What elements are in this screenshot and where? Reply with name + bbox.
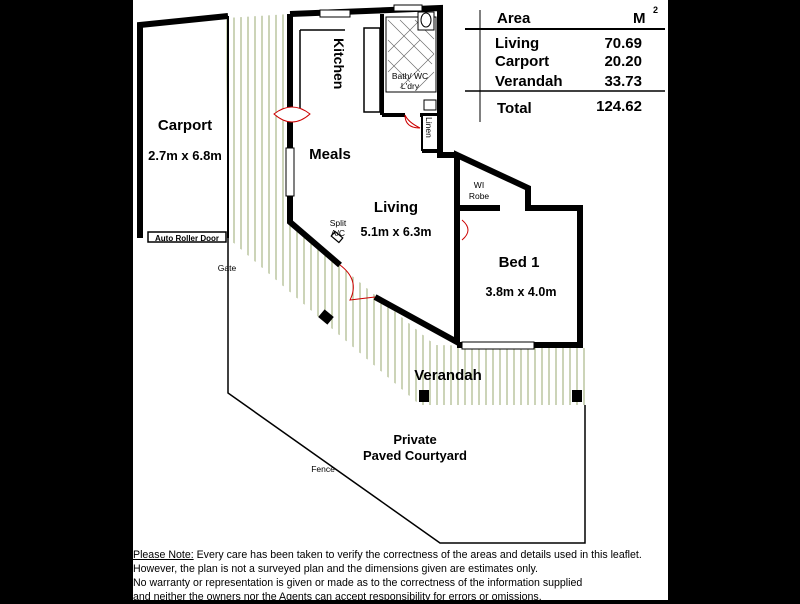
note-line-3: No warranty or representation is given or made as to the correctness of the information supplied bbox=[133, 577, 583, 589]
area-table-header: Area bbox=[497, 10, 531, 27]
fence-label: Fence bbox=[311, 464, 335, 474]
bath-label: Bath/ WC bbox=[391, 71, 429, 81]
note-line-1-text: Every care has been taken to verify the correctness of the areas and details used in this leaflet. bbox=[193, 549, 642, 561]
split-ac-label-2: A/C bbox=[330, 228, 346, 238]
bed1-label: Bed 1 bbox=[498, 254, 540, 271]
area-table-unit-sup: 2 bbox=[653, 5, 659, 15]
area-row-verandah-label: Verandah bbox=[495, 73, 563, 90]
area-row-verandah-value: 33.73 bbox=[604, 73, 642, 90]
laundry-label: L'dry bbox=[400, 81, 420, 91]
note-heading: Please Note: bbox=[133, 549, 194, 561]
living-label: Living bbox=[373, 199, 419, 216]
note-line-1 bbox=[133, 548, 673, 562]
gate-label: Gate bbox=[217, 263, 237, 273]
bed1-size: 3.8m x 4.0m bbox=[485, 285, 557, 299]
wi-robe-label-2: Robe bbox=[468, 191, 490, 201]
carport-label: Carport bbox=[157, 117, 213, 134]
auto-roller-door-label: Auto Roller Door bbox=[155, 234, 219, 243]
wi-robe-label-1: WI bbox=[473, 180, 485, 190]
carport-size: 2.7m x 6.8m bbox=[148, 148, 222, 163]
linen-label: Linen bbox=[424, 117, 434, 138]
kitchen-label: Kitchen bbox=[331, 38, 347, 90]
area-table-unit: M bbox=[633, 10, 646, 27]
meals-label: Meals bbox=[309, 146, 351, 163]
disclaimer-note bbox=[133, 548, 673, 604]
area-row-carport-value: 20.20 bbox=[604, 53, 642, 70]
courtyard-label-1: Private bbox=[393, 432, 437, 447]
living-size: 5.1m x 6.3m bbox=[360, 225, 432, 239]
area-row-carport-label: Carport bbox=[495, 53, 550, 70]
note-line-4: and neither the owners nor the Agents can accept responsibility for errors or omissions. bbox=[133, 591, 542, 603]
note-line-2: However, the plan is not a surveyed plan and the dimensions given are estimates only. bbox=[133, 563, 538, 575]
area-total-value: 124.62 bbox=[596, 98, 642, 115]
verandah-label: Verandah bbox=[414, 367, 482, 384]
area-row-living-value: 70.69 bbox=[604, 35, 642, 52]
area-total-label: Total bbox=[497, 100, 532, 117]
split-ac-label-1: Split bbox=[329, 218, 347, 228]
courtyard-label-2: Paved Courtyard bbox=[362, 448, 468, 463]
area-row-living-label: Living bbox=[495, 35, 540, 52]
